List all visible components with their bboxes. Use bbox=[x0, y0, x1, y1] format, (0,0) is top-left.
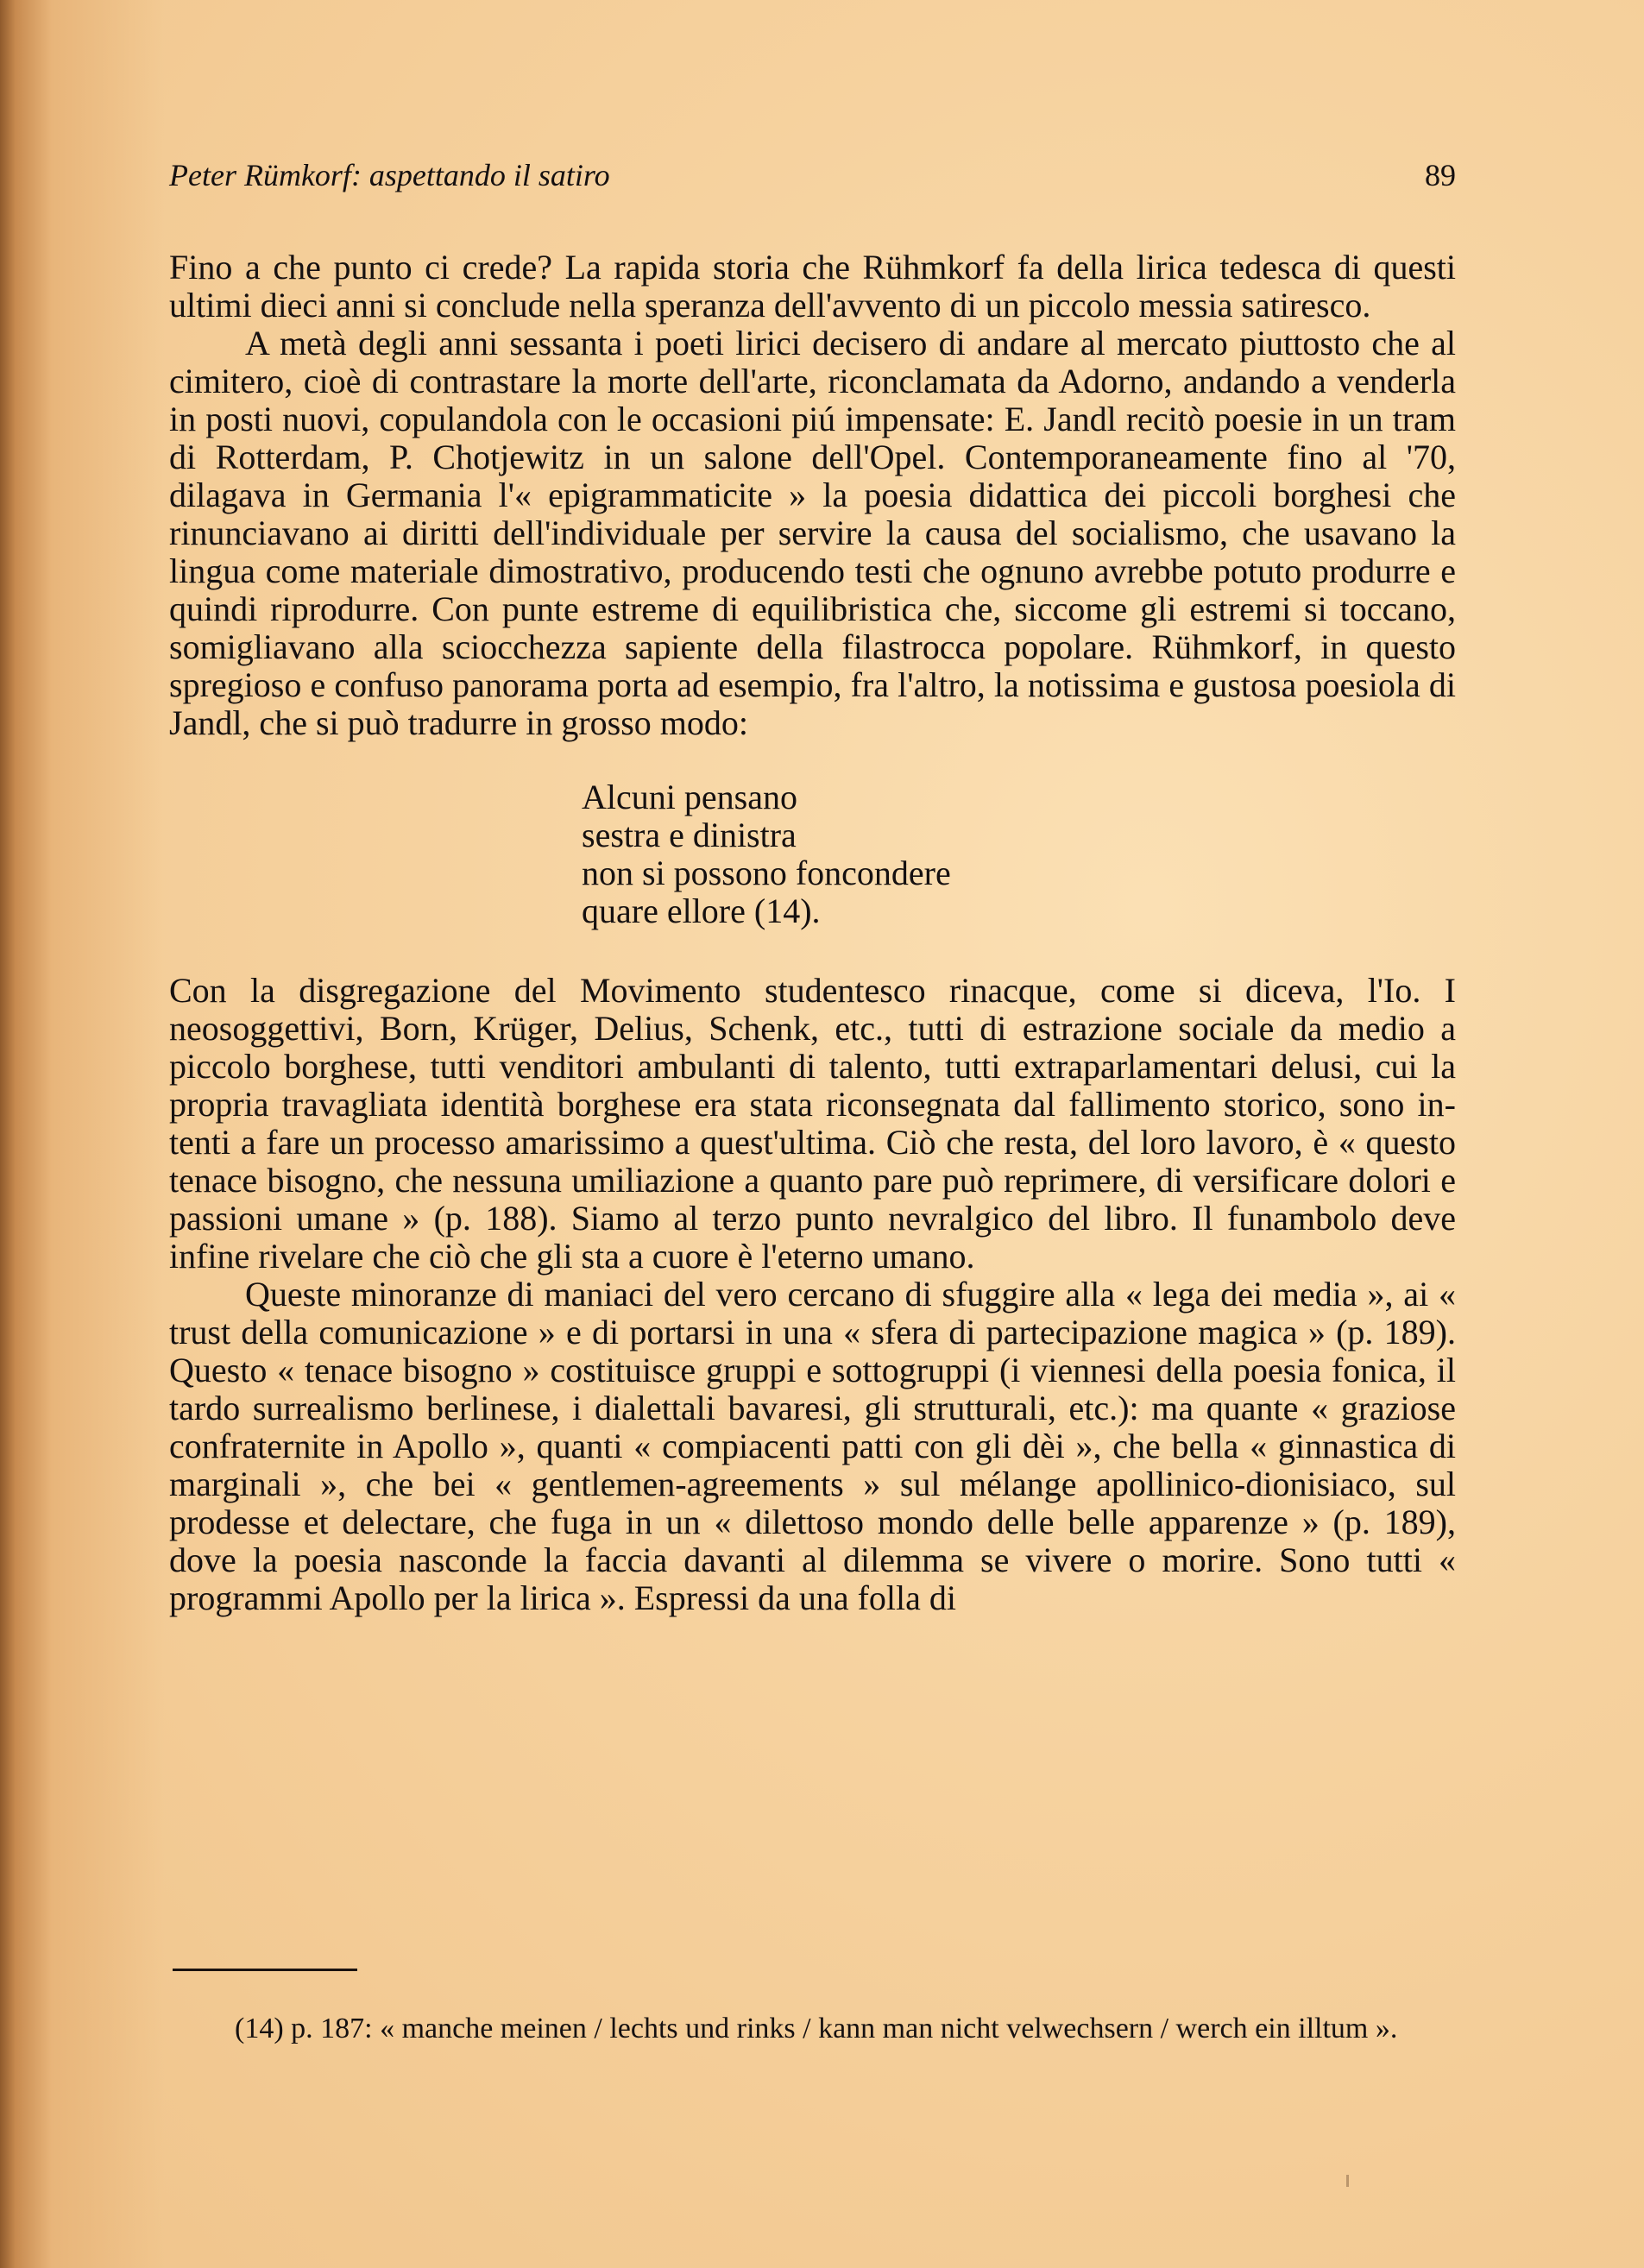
footnote-rule bbox=[173, 1969, 357, 1971]
footnote: (14) p. 187: « manche meinen / lechts und rinks / kann man nicht velwechsern / werch ein illtum ». bbox=[235, 2013, 1398, 2044]
paragraph-2: A metà degli anni sessanta i poeti lirici decisero di andare al mercato piuttosto che al cimitero, cioè di contrastare la morte dell'arte, riconclamata da Adorno, andando a venderla in posti nuovi, copulandola con le occasioni piú impensate: E. Jandl recitò poesie in un tram di Rotterdam, P. Chotjewitz in un salone dell'Opel. Contemporaneamente fino al '70, dilagava in Germania l'« epigrammaticite » la poesia didattica dei piccoli borghesi che rinunciavano ai diritti dell'individuale per servire la causa del socialismo, che usavano la lingua come materiale dimostrativo, producendo testi che ognuno avrebbe potuto produrre e quindi riprodurre. Con punte estreme di equilibristica che, siccome gli estremi si toccano, somigliavano alla sciocchezza sapiente della filastrocca popolare. Rühmkorf, in questo spregioso e confuso panorama porta ad esempio, fra l'altro, la notissima e gustosa poesiola di Jandl, che si può tradurre in grosso modo: bbox=[169, 324, 1456, 742]
running-title bbox=[169, 157, 610, 193]
verse-line: Alcuni pensano bbox=[582, 778, 797, 816]
verse-quote bbox=[582, 778, 1456, 930]
body-text bbox=[169, 249, 1456, 1617]
verse-line: non si possono foncondere bbox=[582, 854, 951, 892]
running-subtitle: : aspettando il satiro bbox=[350, 158, 610, 192]
paragraph-1: Fino a che punto ci crede? La rapida storia che Rühmkorf fa della lirica tedesca di questi ultimi dieci anni si conclude nella speranza dell'avvento di un piccolo messia satiresco. bbox=[169, 248, 1456, 324]
running-author: Peter Rümkorf bbox=[169, 158, 351, 192]
paragraph-3: Con la disgregazione del Movimento studentesco rinacque, come si diceva, l'Io. I neosoggettivi, Born, Krüger, Delius, Schenk, etc., tutti di estrazione sociale da medio a piccolo borghese, tutti venditori ambulanti di talento, tutti extraparlamentari delusi, cui la propria travagliata identità borghese era stata riconsegnata dal fallimento storico, sono intenti a fare un processo amarissimo a quest'ultima. Ciò che resta, del loro lavoro, è « questo tenace bisogno, che nessuna umiliazione a quanto pare può reprimere, di versificare dolori e passioni umane » (p. 188). Siamo al terzo punto nevralgico del libro. Il funambolo deve infine rivelare che ciò che gli sta a cuore è l'eterno umano. bbox=[169, 971, 1456, 1276]
verse-line: quare ellore (14). bbox=[582, 891, 821, 930]
verse-line: sestra e dinistra bbox=[582, 816, 797, 854]
page-number: 89 bbox=[1425, 158, 1456, 192]
paragraph-4: Queste minoranze di maniaci del vero cercano di sfuggire alla « lega dei media », ai « trust della comunicazione » e di portarsi in una « sfera di partecipazione magica » (p. 189). Questo « tenace bisogno » costituisce gruppi e sottogruppi (i viennesi della poesia fonica, il tardo surrealismo berlinese, i dialettali bavaresi, gli strutturali, etc.): ma quante « graziose confraternite in Apollo », quanti « compiacenti patti con gli dèi », che bella « ginnastica di marginali », che bei « gentlemen-agreements » sul mélange apollinico-dionisiaco, sul prodesse et delectare, che fuga in un « dilettoso mondo delle belle apparenze » (p. 189), dove la poesia nasconde la faccia davanti al dilemma se vivere o morire. Sono tutti « programmi Apollo per la lirica ». Espressi da una folla di bbox=[169, 1275, 1456, 1617]
running-head bbox=[169, 157, 1456, 200]
scan-speck bbox=[1346, 2175, 1349, 2187]
